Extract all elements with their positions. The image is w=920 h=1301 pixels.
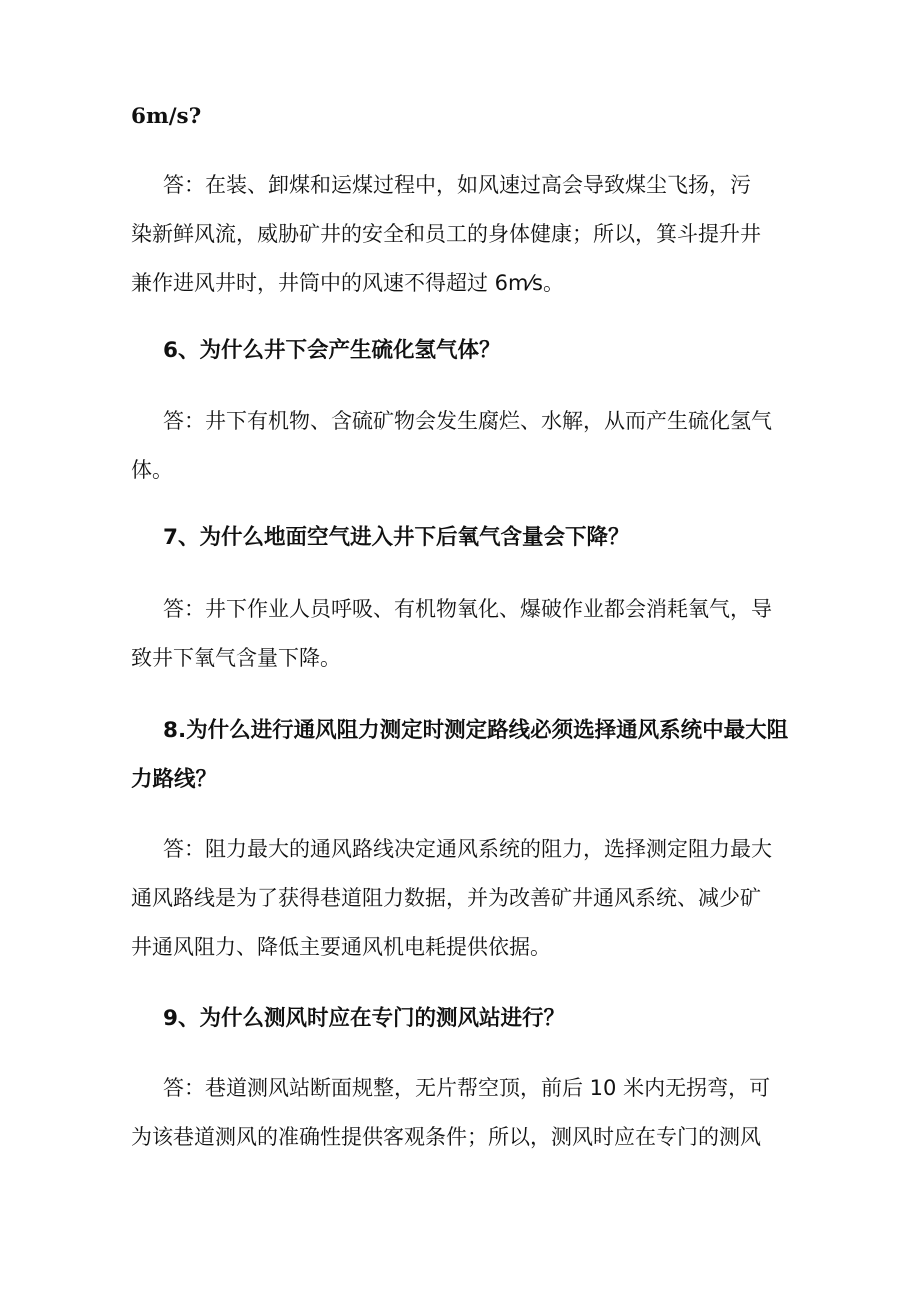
question-8-continued: 力路线？ <box>131 767 218 792</box>
question-6: 6、为什么井下会产生硫化氢气体？ <box>163 338 501 363</box>
answer-line: 体。 <box>131 458 173 482</box>
answer-line: 井通风阻力、降低主要通风机电耗提供依据。 <box>131 935 551 959</box>
answer-line: 答：阻力最大的通风路线决定通风系统的阻力，选择测定阻力最大 <box>163 837 772 861</box>
answer-line: 染新鲜风流，威胁矿井的安全和员工的身体健康；所以，箕斗提升井 <box>131 222 761 246</box>
answer-line: 兼作进风井时，井筒中的风速不得超过 6m⁄s。 <box>131 271 564 295</box>
answer-line: 为该巷道测风的准确性提供客观条件；所以，测风时应在专门的测风 <box>131 1125 761 1149</box>
question-9: 9、为什么测风时应在专门的测风站进行？ <box>163 1006 565 1031</box>
answer-line: 致井下氧气含量下降。 <box>131 646 341 670</box>
question-8: 8.为什么进行通风阻力测定时测定路线必须选择通风系统中最大阻 <box>163 718 789 743</box>
answer-line: 通风路线是为了获得巷道阻力数据，并为改善矿井通风系统、减少矿 <box>131 886 761 910</box>
answer-line: 答：井下作业人员呼吸、有机物氧化、爆破作业都会消耗氧气，导 <box>163 597 772 621</box>
question-6ms-tail: 6m/s? <box>131 104 202 129</box>
answer-line: 答：井下有机物、含硫矿物会发生腐烂、水解，从而产生硫化氢气 <box>163 409 772 433</box>
answer-line: 答：巷道测风站断面规整，无片帮空顶，前后 10 米内无拐弯，可 <box>163 1076 771 1100</box>
question-7: 7、为什么地面空气进入井下后氧气含量会下降？ <box>163 525 630 550</box>
answer-line: 答：在装、卸煤和运煤过程中，如风速过高会导致煤尘飞扬，污 <box>163 173 751 197</box>
